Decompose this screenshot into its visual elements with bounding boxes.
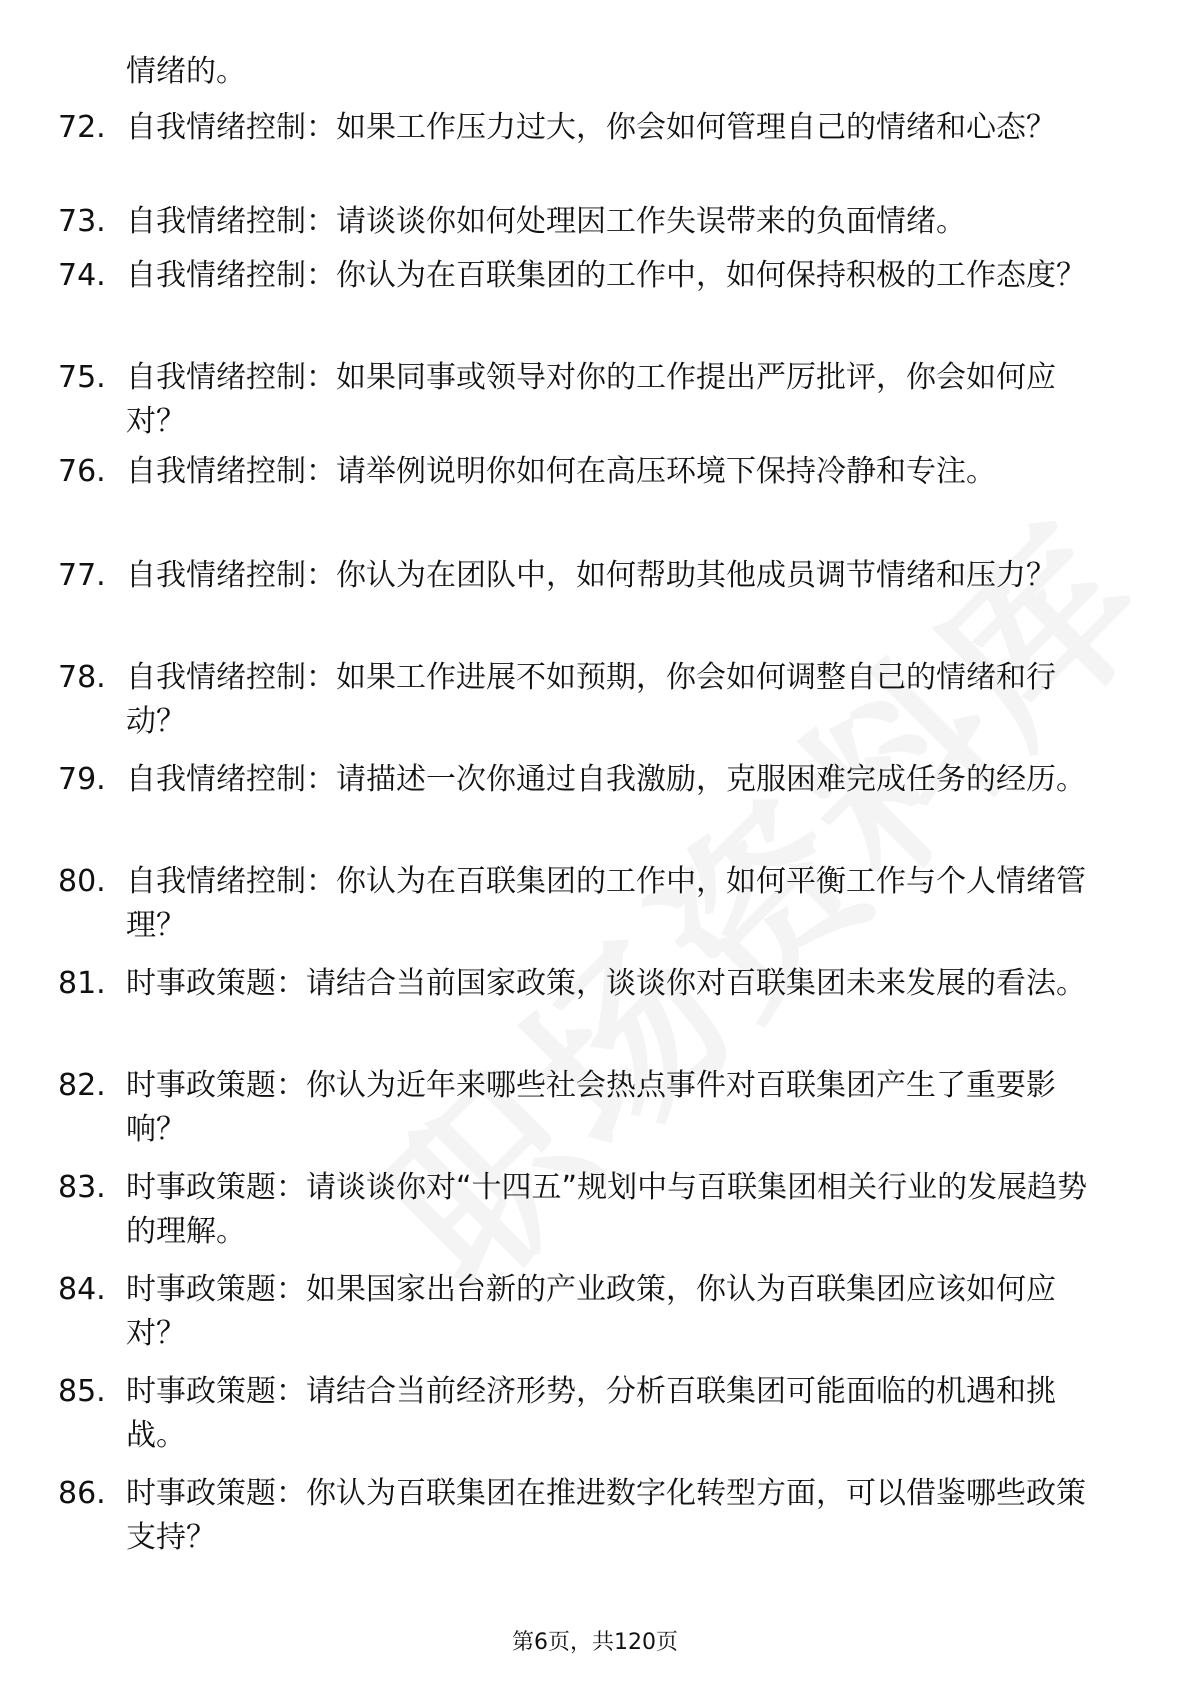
item-number: 77. bbox=[58, 558, 106, 593]
page-number-footer: 第6页，共120页 bbox=[512, 1630, 678, 1655]
item-number: 79. bbox=[58, 762, 106, 797]
item-text: 自我情绪控制：你认为在团队中，如何帮助其他成员调节情绪和压力？ bbox=[126, 558, 1056, 593]
item-text: 自我情绪控制：如果工作压力过大，你会如何管理自己的情绪和心态？ bbox=[126, 110, 1056, 145]
item-text: 时事政策题：如果国家出台新的产业政策，你认为百联集团应该如何应对？ bbox=[126, 1272, 1056, 1351]
item-text: 自我情绪控制：如果工作进展不如预期，你会如何调整自己的情绪和行动？ bbox=[126, 660, 1056, 739]
item-number: 86. bbox=[58, 1476, 106, 1511]
item-number: 73. bbox=[58, 204, 106, 239]
item-number: 81. bbox=[58, 966, 106, 1001]
item-number: 80. bbox=[58, 864, 106, 899]
item-number: 83. bbox=[58, 1170, 106, 1205]
item-text: 自我情绪控制：请谈谈你如何处理因工作失误带来的负面情绪。 bbox=[126, 204, 966, 239]
continuation-text: 情绪的。 bbox=[126, 54, 246, 89]
item-text: 时事政策题：请谈谈你对“十四五”规划中与百联集团相关行业的发展趋势的理解。 bbox=[126, 1170, 1088, 1249]
item-number: 84. bbox=[58, 1272, 106, 1307]
item-number: 82. bbox=[58, 1068, 106, 1103]
item-text: 时事政策题：你认为百联集团在推进数字化转型方面，可以借鉴哪些政策支持？ bbox=[126, 1476, 1086, 1555]
item-number: 78. bbox=[58, 660, 106, 695]
item-text: 时事政策题：请结合当前国家政策，谈谈你对百联集团未来发展的看法。 bbox=[126, 966, 1086, 1001]
item-number: 75. bbox=[58, 360, 106, 395]
item-text: 自我情绪控制：如果同事或领导对你的工作提出严厉批评，你会如何应对？ bbox=[126, 360, 1056, 439]
item-number: 72. bbox=[58, 110, 106, 145]
item-text: 时事政策题：你认为近年来哪些社会热点事件对百联集团产生了重要影响？ bbox=[126, 1068, 1056, 1147]
item-text: 自我情绪控制：请描述一次你通过自我激励，克服困难完成任务的经历。 bbox=[126, 762, 1086, 797]
item-text: 时事政策题：请结合当前经济形势，分析百联集团可能面临的机遇和挑战。 bbox=[126, 1374, 1056, 1453]
item-number: 76. bbox=[58, 454, 106, 489]
item-text: 自我情绪控制：你认为在百联集团的工作中，如何平衡工作与个人情绪管理？ bbox=[126, 864, 1086, 943]
item-number: 74. bbox=[58, 258, 106, 293]
item-text: 自我情绪控制：请举例说明你如何在高压环境下保持冷静和专注。 bbox=[126, 454, 996, 489]
item-number: 85. bbox=[58, 1374, 106, 1409]
item-text: 自我情绪控制：你认为在百联集团的工作中，如何保持积极的工作态度？ bbox=[126, 258, 1086, 293]
